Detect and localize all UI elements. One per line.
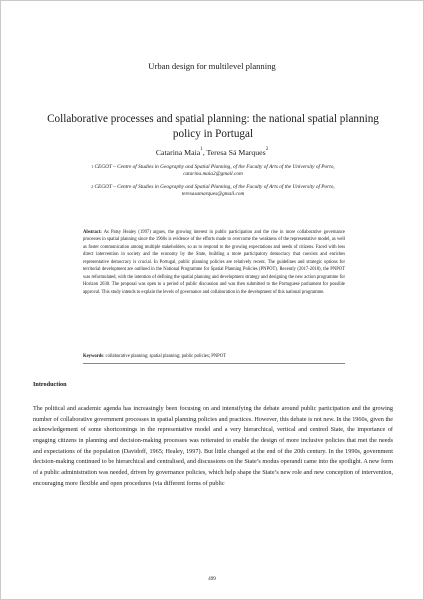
body-paragraph: The political and academic agenda has increasingly been focusing on and intensifying the debate around public participation and the growing number of collaborative government processes in spatial planning policies and practices. However, this debate is not new. In the 1960s, given the acknowledgement of some shortcomings in the representative model and a very hierarchical, vertical and centred State, the importance of engaging citizens in planning and decision-making processes was reiterated to enable the design of more inclusive policies that met the needs and expectations of the population (Davidoff, 1965; Healey, 1997). But little changed at the end of the 20th century. In the 1990s, government decision-making continued to be hierarchical and centralised, and discussions on the State’s modus operandi came into the spotlight. A new form of a public administration was needed, driven by governance policies, which help shape the State’s new role and new conception of intervention, encouraging more flexible and open procedures (via different forms of public bbox=[33, 405, 393, 487]
author-line bbox=[1, 148, 423, 157]
paper-title: Collaborative processes and spatial planning: the national spatial planning policy in Portugal bbox=[47, 113, 379, 140]
affiliation-text: CEGOT – Centre of Studies in Geography and Spatial Planning, of the Faculty of Arts of the University of Porto, catarina.maia2@gmail.com bbox=[93, 164, 335, 178]
keywords-label: Keywords bbox=[83, 354, 104, 359]
section-heading: Introduction bbox=[33, 381, 67, 388]
keywords bbox=[83, 353, 345, 360]
author-separator: , bbox=[202, 148, 207, 157]
divider bbox=[83, 363, 345, 364]
author-name: Teresa Sá Marques bbox=[206, 148, 266, 157]
author-name: Catarina Maia bbox=[155, 148, 201, 157]
abstract-text: As Patsy Healey (1997) argues, the growing interest in public participation and the rise in more collaborative governance processes in spatial planning since the 1960s is evidence of the efforts made to overcome the weakness of the representative model, as well as foster communication among multiple stakeholders, so as to respond to the growing expectations and needs of citizens. Faced with less direct intervention in society and the economy by the State, building a more participatory democracy that coexists and enriches representative democracy is crucial. In Portugal, public planning policies are relatively recent. The guidelines and strategic options for territorial development are outlined in the National Programme for Spatial Planning Policies (PNPOT). Recently (2017-2018), the PNPOT was reformulated, with the intention of defining the spatial planning and development strategy and designing the new action programme for Horizon 2030. The proposal was open to a period of public discussion and was then submitted to the Portuguese parliament for possible approval. This study intends to explain the levels of governance and collaboration in the development of this national programme. bbox=[83, 230, 345, 295]
author-affiliation-mark: 2 bbox=[265, 147, 269, 152]
affiliation-text: CEGOT – Centre of Studies in Geography and Spatial Planning, of the Faculty of Arts of the University of Porto, teresasamarques@gmail.com bbox=[93, 184, 335, 198]
affiliation-mark: 2 bbox=[91, 185, 94, 189]
page-number: 499 bbox=[208, 576, 216, 582]
keywords-text: : collaborative planning; spatial planning; public policies; PNPOT bbox=[103, 354, 226, 359]
author-affiliation-mark: 1 bbox=[200, 147, 203, 152]
abstract bbox=[83, 229, 345, 296]
affiliation-mark: 1 bbox=[91, 165, 94, 169]
affiliation bbox=[63, 184, 363, 199]
abstract-label: Abstract: bbox=[83, 230, 102, 235]
running-head: Urban design for multilevel planning bbox=[148, 61, 276, 71]
affiliation bbox=[63, 164, 363, 179]
